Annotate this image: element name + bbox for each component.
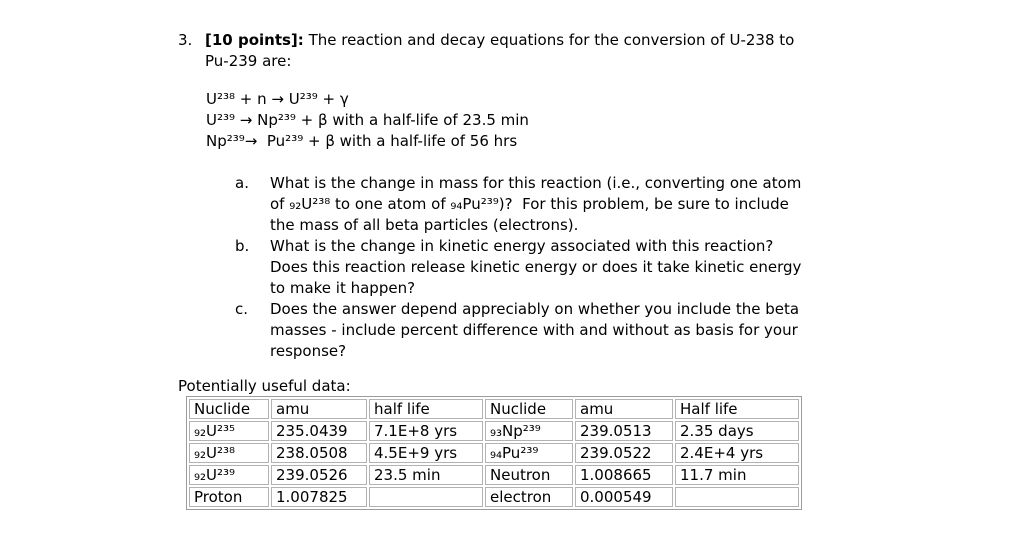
table-header-cell: Nuclide bbox=[189, 399, 269, 419]
table-cell: 239.0522 bbox=[575, 443, 673, 463]
problem-intro-line1: The reaction and decay equations for the conversion of U-238 to bbox=[308, 31, 795, 49]
question-c-line1: Does the answer depend appreciably on whether you include the beta bbox=[270, 300, 800, 318]
table-row bbox=[189, 421, 799, 441]
table-cell: ₉₂U²³⁹ bbox=[189, 465, 269, 485]
useful-data-table bbox=[186, 396, 802, 510]
table-row bbox=[189, 487, 799, 507]
table-cell: 11.7 min bbox=[675, 465, 799, 485]
question-b bbox=[235, 236, 915, 299]
question-a bbox=[235, 173, 915, 236]
equation-3: Np²³⁹→ Pu²³⁹ + β with a half-life of 56 hrs bbox=[206, 132, 518, 150]
table-header-cell: Nuclide bbox=[485, 399, 573, 419]
table-cell: electron bbox=[485, 487, 573, 507]
question-b-text bbox=[270, 236, 900, 299]
table-cell: ₉₃Np²³⁹ bbox=[485, 421, 573, 441]
question-b-line2: Does this reaction release kinetic energy or does it take kinetic energy bbox=[270, 258, 802, 276]
table-cell: 239.0513 bbox=[575, 421, 673, 441]
problem-intro bbox=[205, 30, 898, 72]
table-header-cell: half life bbox=[369, 399, 483, 419]
table-cell: 235.0439 bbox=[271, 421, 367, 441]
question-b-line1: What is the change in kinetic energy associated with this reaction? bbox=[270, 237, 774, 255]
question-b-line3: to make it happen? bbox=[270, 279, 416, 297]
question-a-text bbox=[270, 173, 900, 236]
table-cell: Proton bbox=[189, 487, 269, 507]
table-cell: ₉₂U²³⁵ bbox=[189, 421, 269, 441]
problem-heading bbox=[178, 30, 898, 72]
table-header-cell: Half life bbox=[675, 399, 799, 419]
equation-block bbox=[206, 89, 726, 152]
question-c-text bbox=[270, 299, 900, 362]
question-list bbox=[235, 173, 915, 362]
table-cell bbox=[675, 487, 799, 507]
table-header-row bbox=[189, 399, 799, 419]
table-row bbox=[189, 443, 799, 463]
question-b-letter: b. bbox=[235, 237, 250, 255]
table-cell: 4.5E+9 yrs bbox=[369, 443, 483, 463]
question-c-line2: masses - include percent difference with and without as basis for your bbox=[270, 321, 798, 339]
question-a-letter: a. bbox=[235, 174, 249, 192]
question-a-line2: of ₉₂U²³⁸ to one atom of ₉₄Pu²³⁹)? For this problem, be sure to include bbox=[270, 195, 789, 213]
question-a-line3: the mass of all beta particles (electrons). bbox=[270, 216, 579, 234]
table-cell: 2.35 days bbox=[675, 421, 799, 441]
table-header-cell: amu bbox=[575, 399, 673, 419]
table-cell: ₉₄Pu²³⁹ bbox=[485, 443, 573, 463]
data-section-label: Potentially useful data: bbox=[178, 377, 351, 395]
table-cell: 0.000549 bbox=[575, 487, 673, 507]
table-cell: ₉₂U²³⁸ bbox=[189, 443, 269, 463]
points-label: [10 points]: bbox=[205, 31, 304, 49]
problem-intro-line2: Pu-239 are: bbox=[205, 52, 292, 70]
table-header-cell: amu bbox=[271, 399, 367, 419]
table-cell: 23.5 min bbox=[369, 465, 483, 485]
question-a-line1: What is the change in mass for this reaction (i.e., converting one atom bbox=[270, 174, 802, 192]
table-cell bbox=[369, 487, 483, 507]
table-row bbox=[189, 465, 799, 485]
table-cell: 239.0526 bbox=[271, 465, 367, 485]
table-cell: 238.0508 bbox=[271, 443, 367, 463]
question-c bbox=[235, 299, 915, 362]
question-c-letter: c. bbox=[235, 300, 249, 318]
table-cell: Neutron bbox=[485, 465, 573, 485]
table-cell: 1.008665 bbox=[575, 465, 673, 485]
question-c-line3: response? bbox=[270, 342, 347, 360]
equation-1: U²³⁸ + n → U²³⁹ + γ bbox=[206, 90, 349, 108]
table-cell: 2.4E+4 yrs bbox=[675, 443, 799, 463]
table-cell: 1.007825 bbox=[271, 487, 367, 507]
table-cell: 7.1E+8 yrs bbox=[369, 421, 483, 441]
equation-2: U²³⁹ → Np²³⁹ + β with a half-life of 23.5 min bbox=[206, 111, 529, 129]
problem-number: 3. bbox=[178, 31, 193, 49]
